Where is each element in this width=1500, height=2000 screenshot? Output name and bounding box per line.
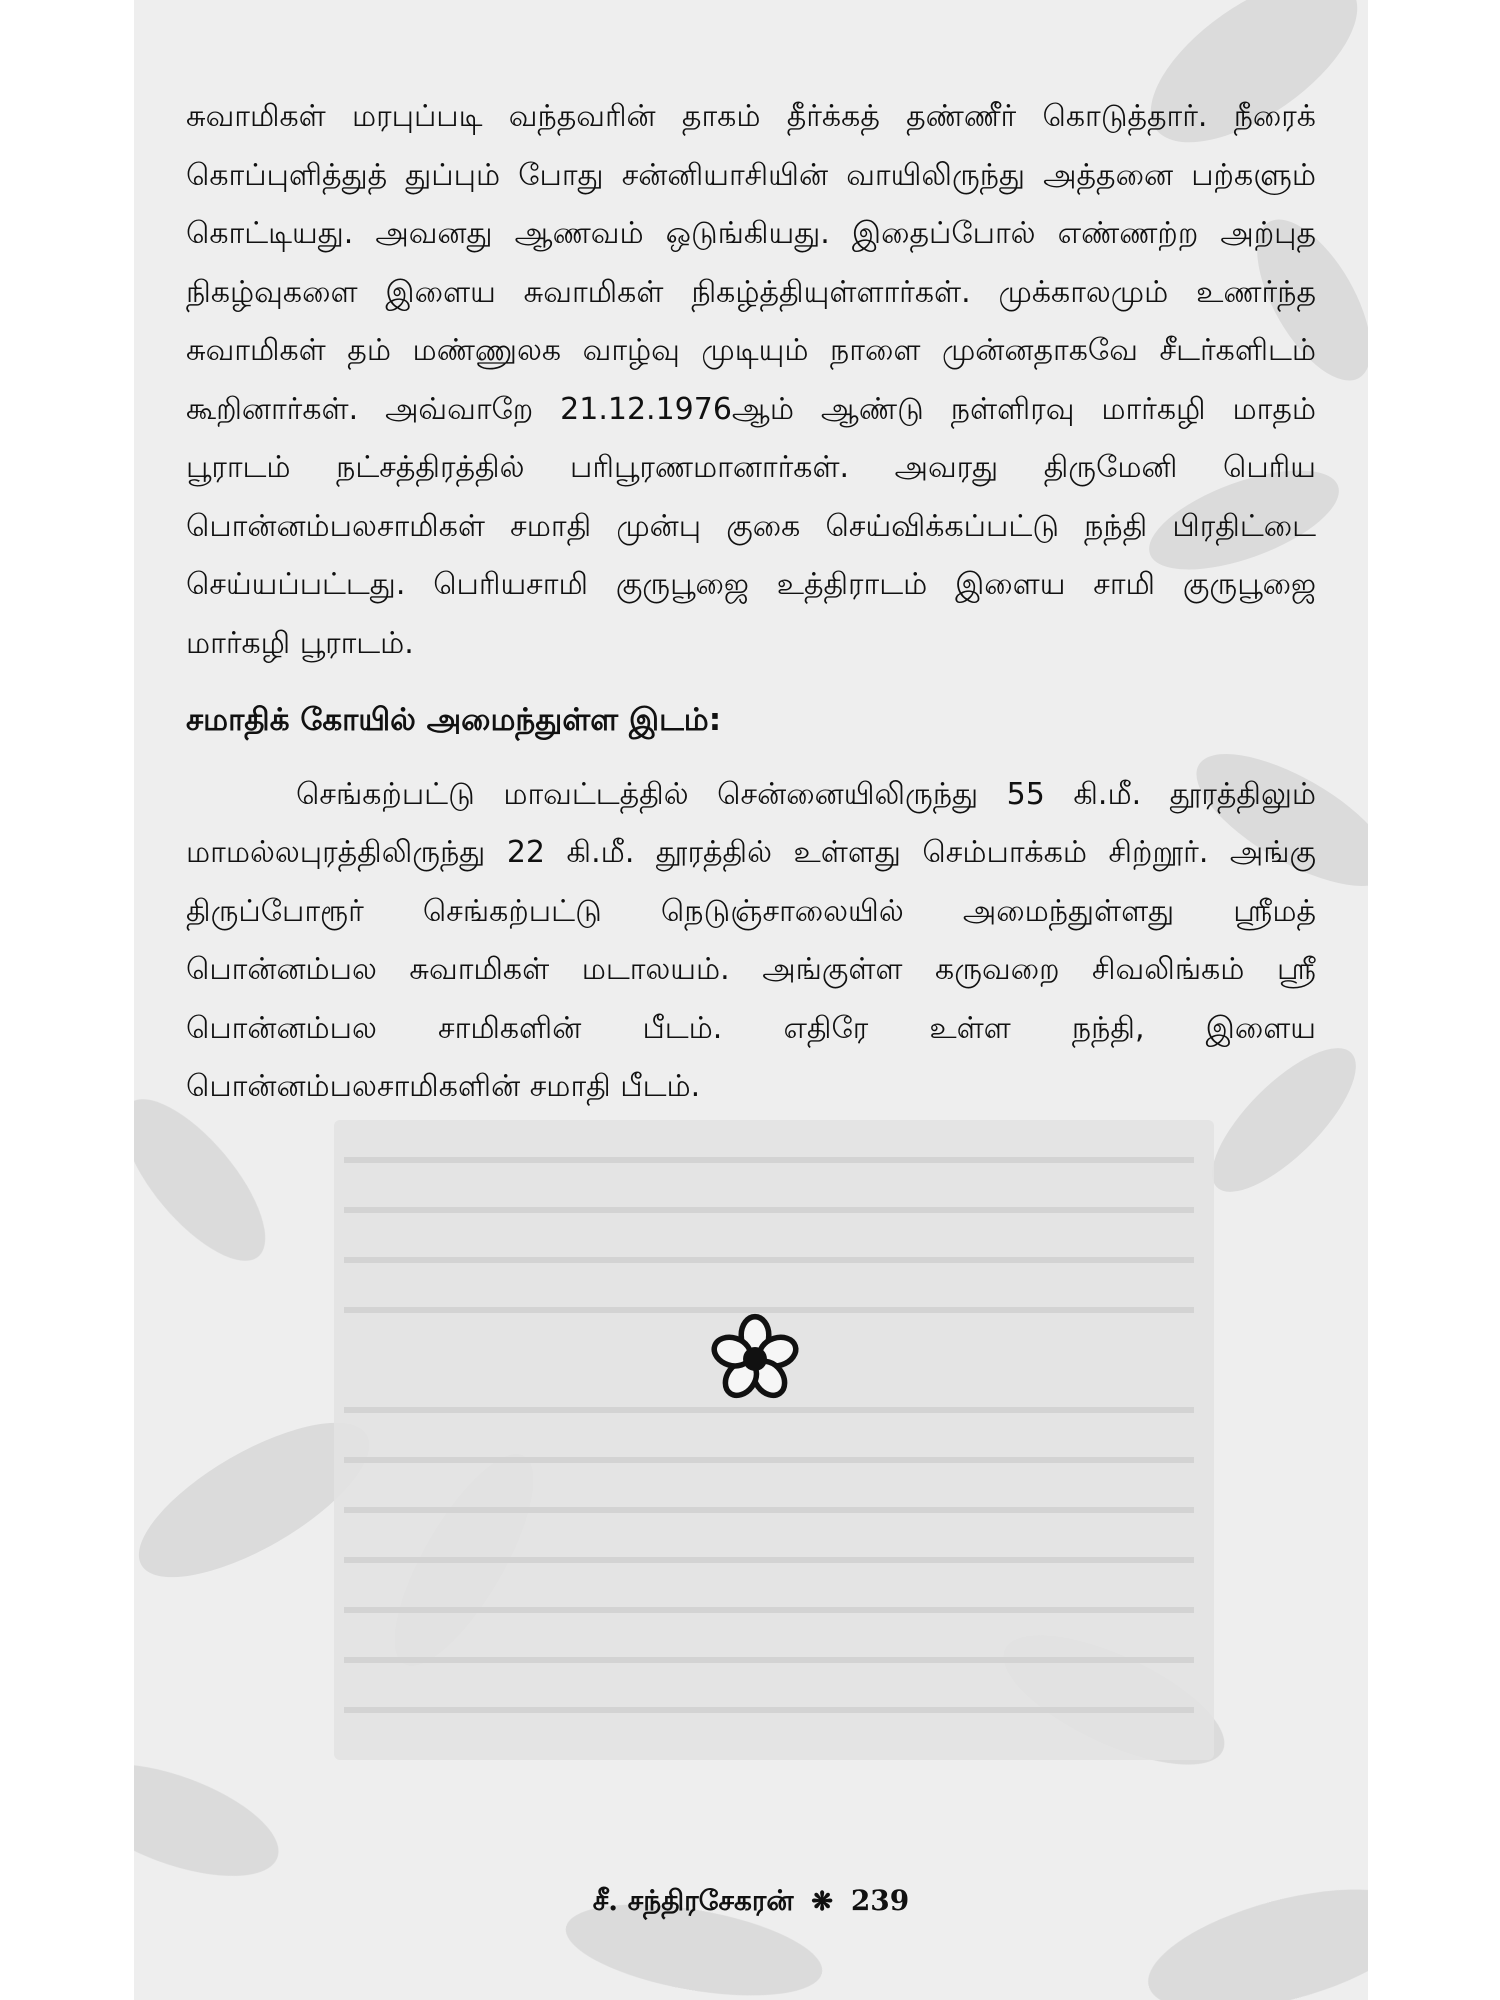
author-name: சீ. சந்திரசேகரன்: [592, 1884, 794, 1917]
section-heading: சமாதிக் கோயில் அமைந்துள்ள இடம்:: [186, 702, 722, 738]
page-number: 239: [850, 1884, 910, 1917]
page-footer: [134, 1884, 1368, 1921]
star-separator-icon: ❋: [811, 1887, 834, 1917]
flower-icon: [709, 1313, 801, 1405]
book-page: [134, 0, 1368, 2000]
page-body: [186, 88, 1316, 1117]
paragraph: செங்கற்பட்டு மாவட்டத்தில் சென்னையிலிருந்து 55 கி.மீ. தூரத்திலும் மாமல்லபுரத்திலிருந்து 22 கி.மீ. தூரத்தில் உள்ளது செம்பாக்கம் சிற்றூர். அங்கு திருப்போரூர் செங்கற்பட்டு நெடுஞ்சாலையில் அமைந்துள்ளது ஸ்ரீமத் பொன்னம்பல சுவாமிகள் மடாலயம். அங்குள்ள கருவறை சிவலிங்கம் ஸ்ரீ பொன்னம்பல சாமிகளின் பீடம். எதிரே உள்ள நந்தி, இளைய பொன்னம்பலசாமிகளின் சமாதி பீடம்.: [186, 776, 1316, 1104]
paragraph: சுவாமிகள் மரபுப்படி வந்தவரின் தாகம் தீர்க்கத் தண்ணீர் கொடுத்தார். நீரைக் கொப்புளித்துத் துப்பும் போது சன்னியாசியின் வாயிலிருந்து அத்தனை பற்களும் கொட்டியது. அவனது ஆணவம் ஒடுங்கியது. இதைப்போல் எண்ணற்ற அற்புத நிகழ்வுகளை இளைய சுவாமிகள் நிகழ்த்தியுள்ளார்கள். முக்காலமும் உணர்ந்த சுவாமிகள் தம் மண்ணுலக வாழ்வு முடியும் நாளை முன்னதாகவே சீடர்களிடம் கூறினார்கள். அவ்வாறே 21.12.1976ஆம் ஆண்டு நள்ளிரவு மார்கழி மாதம் பூராடம் நட்சத்திரத்தில் பரிபூரணமானார்கள். அவரது திருமேனி பெரிய பொன்னம்பலசாமிகள் சமாதி முன்பு குகை செய்விக்கப்பட்டு நந்தி பிரதிட்டை செய்யப்பட்டது. பெரியசாமி குருபூஜை உத்திராடம் இளைய சாமி குருபூஜை மார்கழி பூராடம்.: [186, 99, 1316, 661]
